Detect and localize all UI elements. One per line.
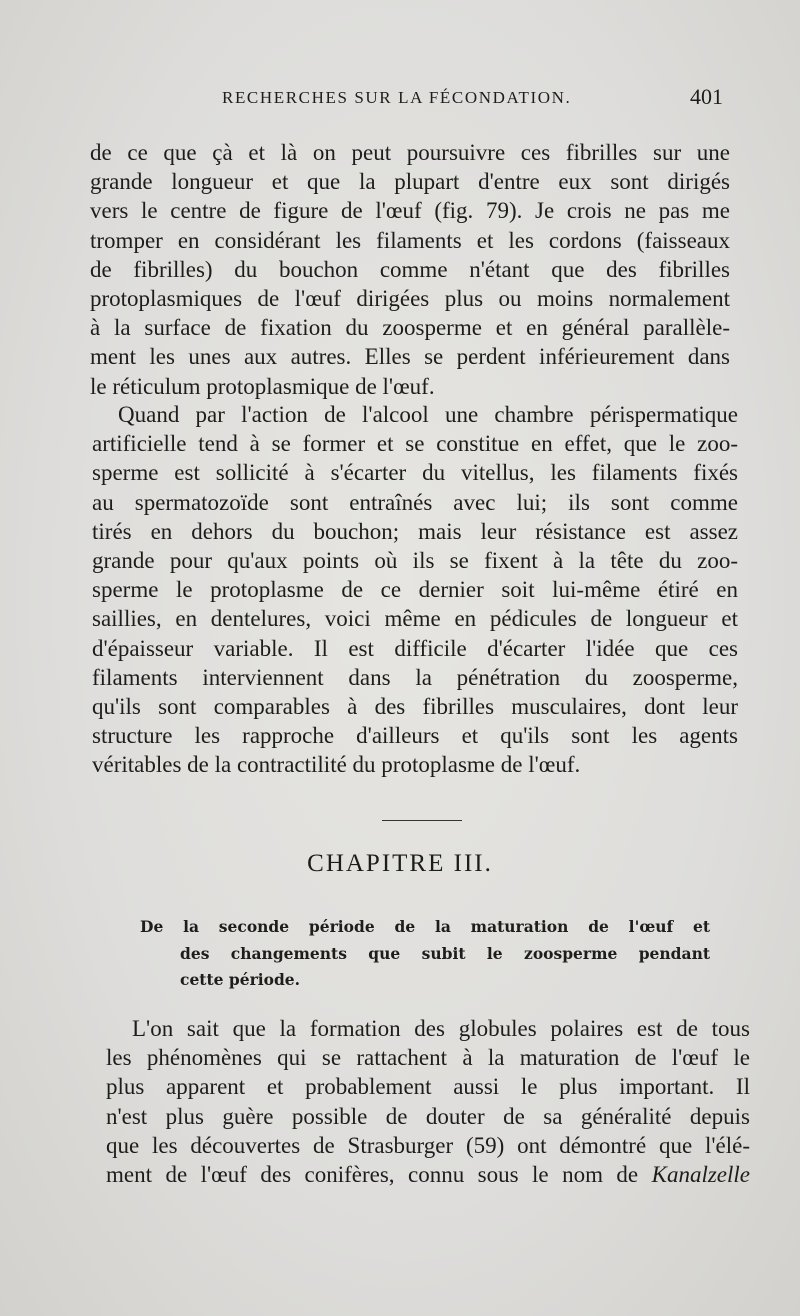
text-line: grande pour qu'aux points où ils se fixent à la tête du zoo-	[92, 547, 738, 573]
text-line: vers le centre de figure de l'œuf (fig. 79). Je crois ne pas me	[90, 198, 730, 224]
text-line: de fibrilles) du bouchon comme n'étant que des fibrilles	[90, 256, 730, 282]
text-line: L'on sait que la formation des globules polaires est de tous	[132, 1016, 750, 1041]
chapter-title: CHAPITRE III.	[307, 850, 493, 877]
text-line: tromper en considérant les filaments et les cordons (faisseaux	[90, 227, 730, 253]
text-line: ment les unes aux autres. Elles se perdent inférieurement dans	[90, 344, 730, 370]
text-line: à la surface de fixation du zoosperme et en général parallèle-	[90, 315, 730, 341]
text-line: sperme le protoplasme de ce dernier soit lui-même étiré en	[92, 577, 738, 603]
text-line: saillies, en dentelures, voici même en pédicules de longueur et	[92, 606, 738, 632]
running-title: RECHERCHES SUR LA FÉCONDATION.	[222, 88, 572, 107]
text-line: qu'ils sont comparables à des fibrilles musculaires, dont leur	[92, 693, 738, 719]
text-line: plus apparent et probablement aussi le plus important. Il	[106, 1074, 750, 1100]
section-title-line: des changements que subit le zoosperme pendant	[180, 943, 710, 963]
section-title	[140, 914, 710, 994]
paragraph-1	[90, 138, 730, 401]
text-line	[106, 1160, 750, 1189]
text-line: grande longueur et que la plupart d'entre eux sont dirigés	[90, 169, 730, 195]
text-line: au spermatozoïde sont entraînés avec lui; ils sont comme	[92, 489, 738, 515]
page-number: 401	[690, 84, 723, 109]
text-line: n'est plus guère possible de douter de sa généralité depuis	[106, 1103, 750, 1129]
text-line: les phénomènes qui se rattachent à la maturation de l'œuf le	[106, 1045, 750, 1071]
text-line: tirés en dehors du bouchon; mais leur résistance est assez	[92, 518, 738, 544]
text-line: véritables de la contractilité du protoplasme de l'œuf.	[92, 752, 581, 778]
text-line: filaments interviennent dans la pénétration du zoosperme,	[92, 664, 738, 690]
text-line: artificielle tend à se former et se constitue en effet, que le zoo-	[92, 431, 738, 457]
section-title-line: cette période.	[180, 970, 301, 989]
text-line: d'épaisseur variable. Il est difficile d'écarter l'idée que ces	[92, 635, 738, 661]
text-line: structure les rapproche d'ailleurs et qu'ils sont les agents	[92, 723, 738, 749]
italic-term: Kanalzelle	[651, 1161, 750, 1187]
text-line: que les découvertes de Strasburger (59) ont démontré que l'élé-	[106, 1132, 750, 1158]
text-line: le réticulum protoplasmique de l'œuf.	[90, 373, 435, 399]
section-divider	[382, 820, 462, 821]
section-title-line: De la seconde période de la maturation de l'œuf et	[140, 917, 710, 936]
text-line: de ce que çà et là on peut poursuivre ces fibrilles sur une	[90, 140, 730, 165]
text-run: ment de l'œuf des conifères, connu sous le nom de	[106, 1161, 652, 1187]
text-line: Quand par l'action de l'alcool une chambre périspermatique	[118, 402, 738, 427]
paragraph-2	[92, 400, 738, 779]
text-line: protoplasmiques de l'œuf dirigées plus ou moins normalement	[90, 285, 730, 311]
text-line: sperme est sollicité à s'écarter du vitellus, les filaments fixés	[92, 460, 738, 486]
paragraph-3	[106, 1014, 750, 1189]
